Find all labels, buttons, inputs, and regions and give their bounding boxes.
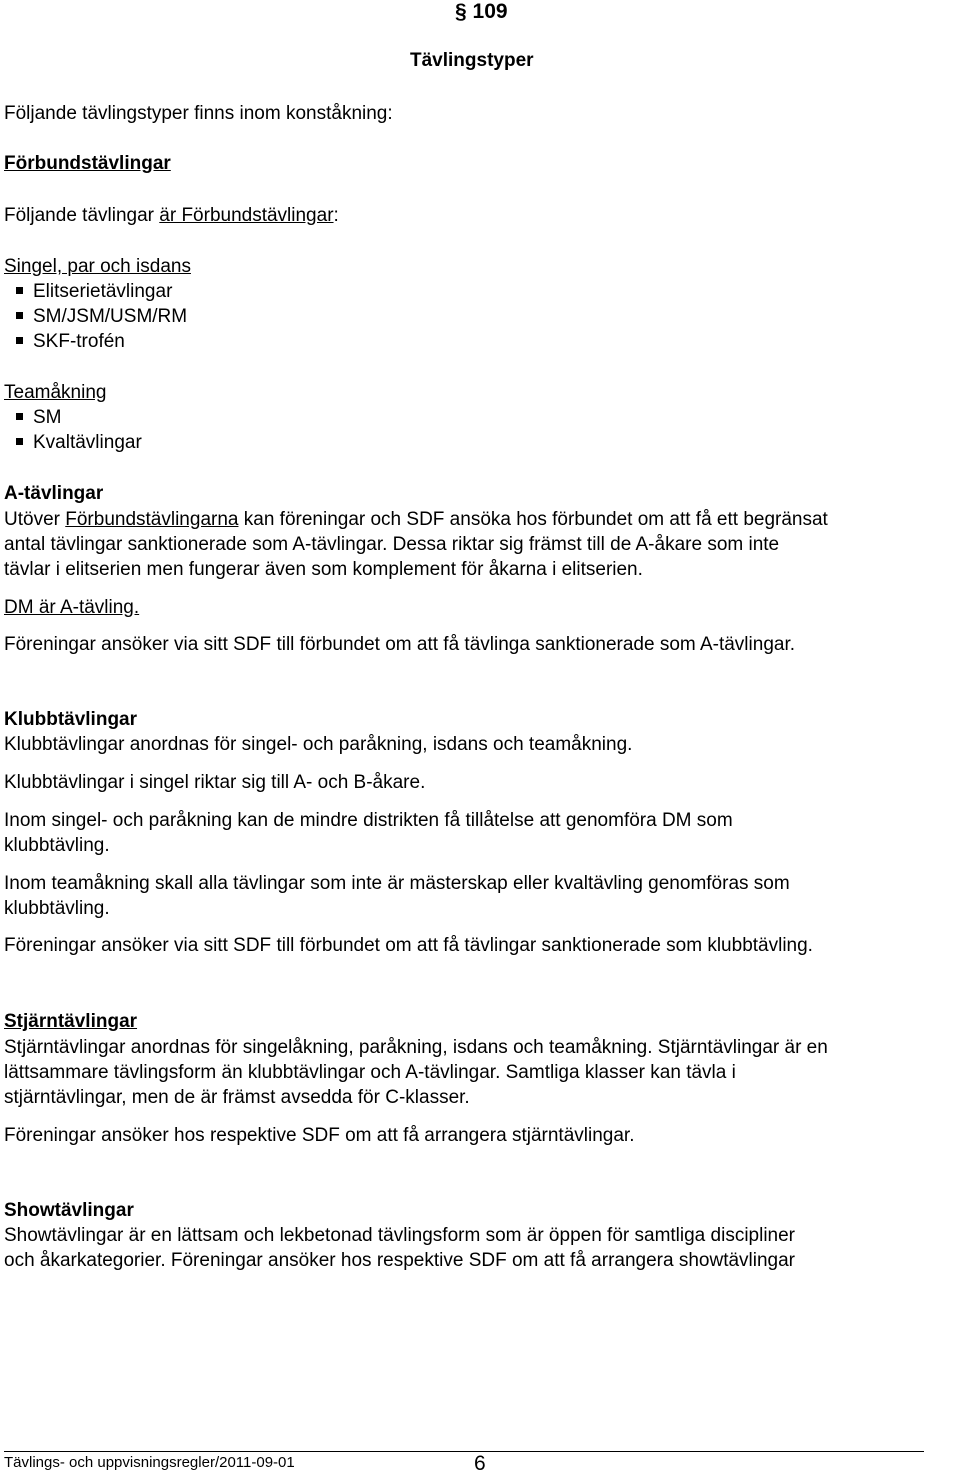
heading-stjarntavlingar: Stjärntävlingar: [4, 1011, 138, 1032]
page-title: Tävlingstyper: [410, 50, 534, 71]
klubb-text: Klubbtävlingar anordnas för singel- och paråkning, isdans och teamåkning.: [4, 734, 633, 755]
heading-forbundstavlingar: Förbundstävlingar: [4, 153, 171, 174]
footer-document-title: Tävlings- och uppvisningsregler/2011-09-01: [4, 1454, 295, 1471]
subheading-teamakning: Teamåkning: [4, 382, 107, 403]
bullet-square-icon: [16, 438, 23, 445]
a-paragraph-line: [4, 507, 828, 532]
a-apply-text: Föreningar ansöker via sitt SDF till förbundet om att få tävlinga sanktionerade som A-tävlingar.: [4, 634, 796, 655]
bullet-square-icon: [16, 287, 23, 294]
a-paragraph-line: antal tävlingar sanktionerade som A-tävlingar. Dessa riktar sig främst till de A-åkare som inte: [4, 534, 780, 555]
section-number: § 109: [455, 0, 508, 23]
forbund-lead-link: är Förbundstävlingar: [159, 205, 334, 226]
heading-showtavlingar: Showtävlingar: [4, 1200, 134, 1221]
stjarn-text: Stjärntävlingar anordnas för singelåkning, paråkning, isdans och teamåkning. Stjärntävlingar är en: [4, 1037, 828, 1058]
list-item-label: Elitserietävlingar: [33, 281, 173, 302]
stjarn-text: stjärntävlingar, men de är främst avsedda för C-klasser.: [4, 1087, 470, 1108]
list-item-label: SM/JSM/USM/RM: [33, 306, 188, 327]
a-text: Utöver: [4, 509, 66, 530]
list-item-label: SM: [33, 407, 62, 428]
intro-text: Följande tävlingstyper finns inom konståkning:: [4, 103, 393, 124]
list-item-label: Kvaltävlingar: [33, 432, 142, 453]
klubb-text: Klubbtävlingar i singel riktar sig till A- och B-åkare.: [4, 772, 426, 793]
klubb-text: klubbtävling.: [4, 898, 110, 919]
subheading-singel: Singel, par och isdans: [4, 256, 191, 277]
a-text: kan föreningar och SDF ansöka hos förbundet om att få ett begränsat: [238, 509, 828, 530]
klubb-apply-text: Föreningar ansöker via sitt SDF till förbundet om att få tävlingar sanktionerade som klubbtävling.: [4, 935, 813, 956]
heading-klubbtavlingar: Klubbtävlingar: [4, 709, 138, 730]
a-paragraph-line: tävlar i elitserien men fungerar även som komplement för åkarna i elitserien.: [4, 559, 643, 580]
forbund-lead-suffix: :: [333, 205, 339, 226]
bullet-square-icon: [16, 413, 23, 420]
page-number: 6: [474, 1452, 486, 1475]
stjarn-apply-text: Föreningar ansöker hos respektive SDF om att få arrangera stjärntävlingar.: [4, 1125, 635, 1146]
list-item: [16, 279, 172, 304]
show-text: och åkarkategorier. Föreningar ansöker hos respektive SDF om att få arrangera showtävlingar: [4, 1250, 796, 1271]
klubb-text: Inom teamåkning skall alla tävlingar som inte är mästerskap eller kvaltävling genomföras som: [4, 873, 790, 894]
stjarn-text: lättsammare tävlingsform än klubbtävlingar och A-tävlingar. Samtliga klasser kan tävla i: [4, 1062, 736, 1083]
list-item: [16, 430, 142, 455]
heading-a-tavlingar: A-tävlingar: [4, 483, 104, 504]
list-item: [16, 329, 125, 354]
bullet-square-icon: [16, 312, 23, 319]
a-dm-note: DM är A-tävling.: [4, 597, 140, 618]
a-link-text: Förbundstävlingarna: [65, 509, 239, 530]
klubb-text: Inom singel- och paråkning kan de mindre distrikten få tillåtelse att genomföra DM som: [4, 810, 733, 831]
klubb-text: klubbtävling.: [4, 835, 110, 856]
list-item: [16, 304, 187, 329]
footer-divider: [4, 1451, 924, 1452]
list-item: [16, 405, 62, 430]
list-item-label: SKF-trofén: [33, 331, 125, 352]
forbund-lead: [4, 203, 339, 228]
bullet-square-icon: [16, 337, 23, 344]
show-text: Showtävlingar är en lättsam och lekbetonad tävlingsform som är öppen för samtliga discipliner: [4, 1225, 796, 1246]
forbund-lead-prefix: Följande tävlingar: [4, 205, 160, 226]
